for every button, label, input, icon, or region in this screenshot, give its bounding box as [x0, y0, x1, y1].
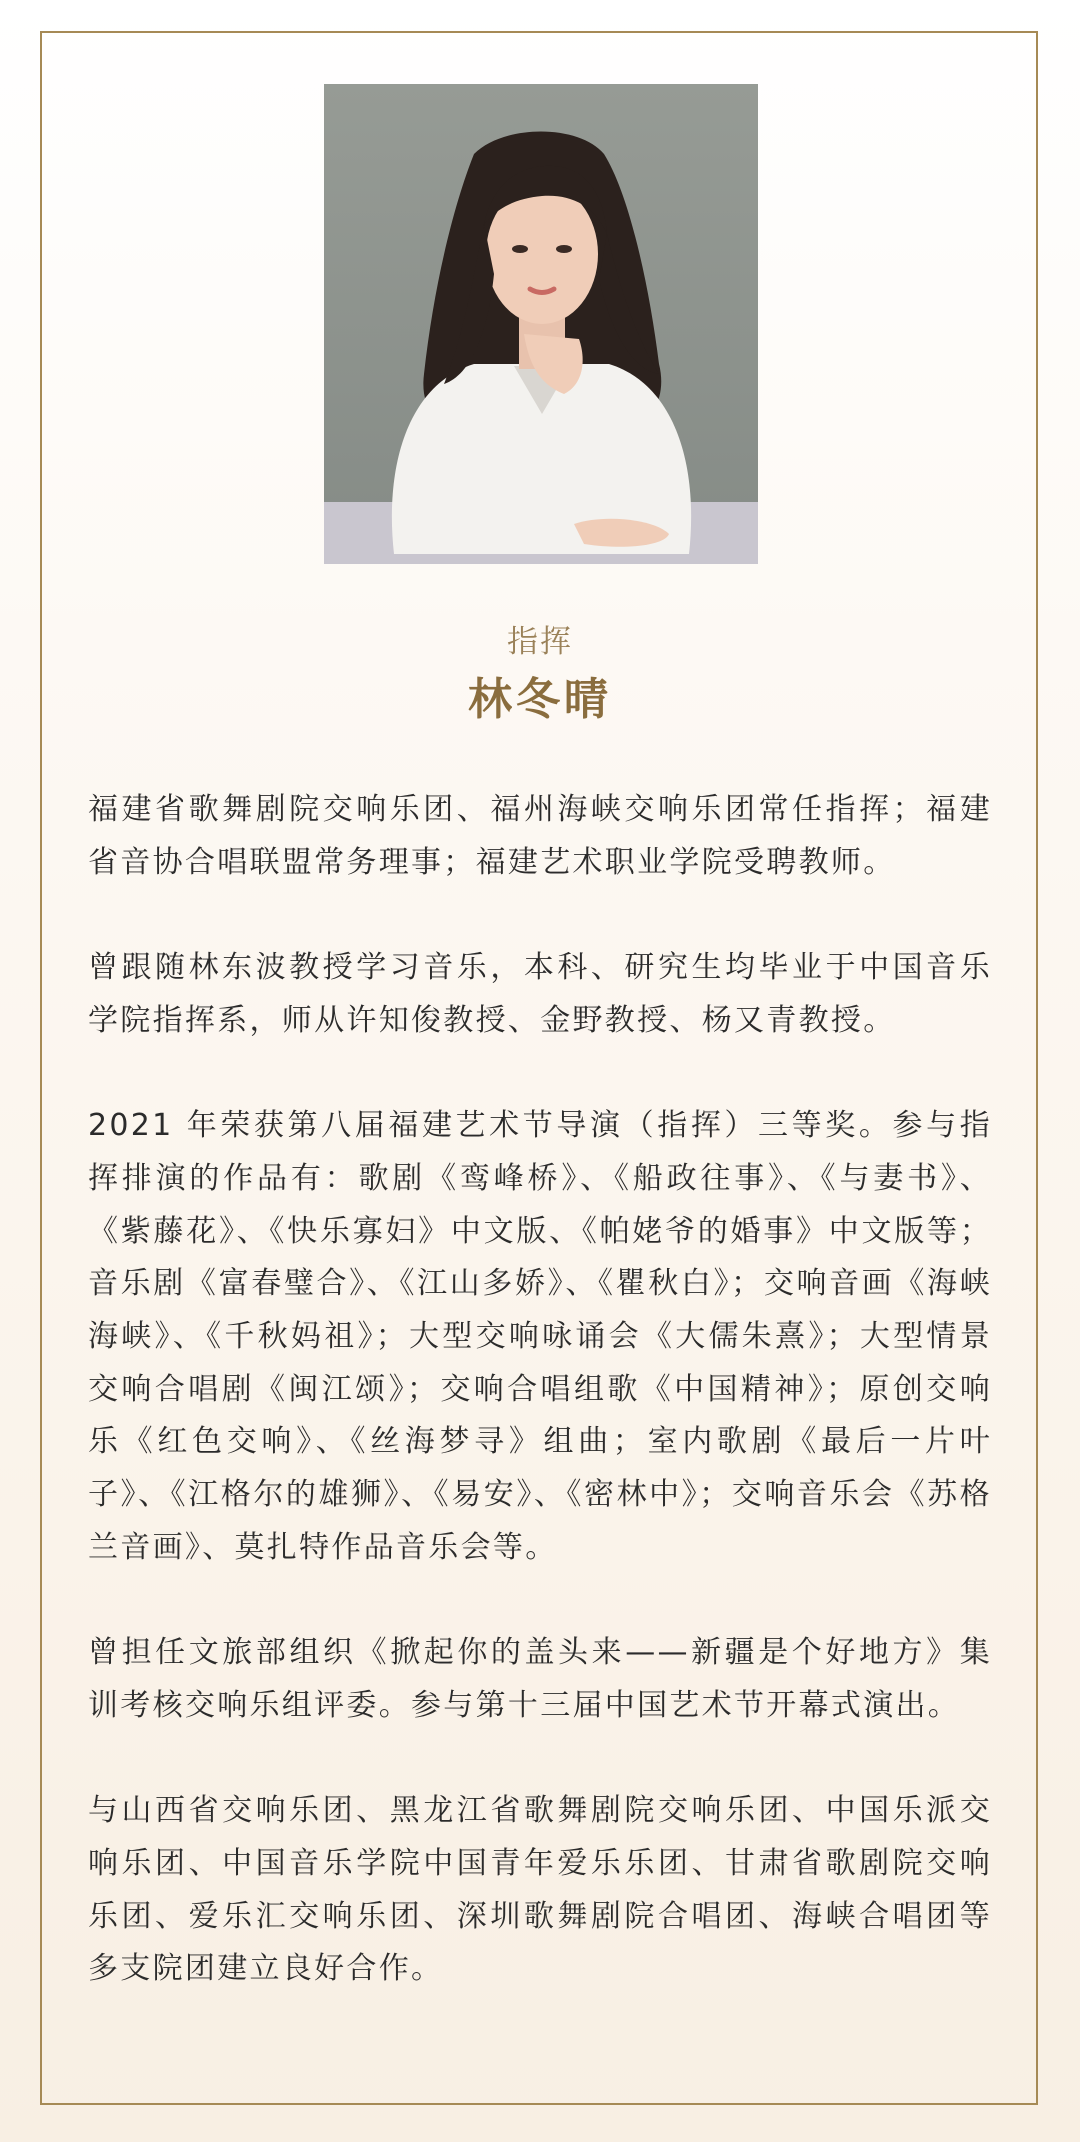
role-label: 指挥 — [507, 624, 573, 660]
portrait-photo — [324, 84, 758, 564]
bio-paragraph: 与山西省交响乐团、黑龙江省歌舞剧院交响乐团、中国乐派交响乐团、中国音乐学院中国青年爱乐乐团、甘肃省歌剧院交响乐团、爱乐汇交响乐团、深圳歌舞剧院合唱团、海峡合唱团等多支院团建立良好合作。 — [88, 1793, 992, 1987]
bio-paragraph: 曾跟随林东波教授学习音乐，本科、研究生均毕业于中国音乐学院指挥系，师从许知俊教授、金野教授、杨又青教授。 — [88, 950, 992, 1038]
bio-paragraph: 福建省歌舞剧院交响乐团、福州海峡交响乐团常任指挥；福建省音协合唱联盟常务理事；福建艺术职业学院受聘教师。 — [88, 792, 992, 880]
bio-paragraph: 曾担任文旅部组织《掀起你的盖头来——新疆是个好地方》集训考核交响乐组评委。参与第十三届中国艺术节开幕式演出。 — [88, 1635, 992, 1723]
portrait-illustration — [324, 84, 758, 564]
bio-paragraph: 2021 年荣获第八届福建艺术节导演（指挥）三等奖。参与指挥排演的作品有：歌剧《鸾峰桥》、《船政往事》、《与妻书》、《紫藤花》、《快乐寡妇》中文版、《帕姥爷的婚事》中文版等；音乐剧《富春璧合》、《江山多娇》、《瞿秋白》；交响音画《海峡 海峡》、《千秋妈祖》；大型交响咏诵会《大儒朱熹》；大型情景交响合唱剧《闽江颂》；交响合唱组歌《中国精神》；原创交响乐《红色交响》、《丝海梦寻》组曲；室内歌剧《最后一片叶子》、《江格尔的雄狮》、《易安》、《密林中》；交响音乐会《苏格兰音画》、莫扎特作品音乐会等。 — [88, 1108, 992, 1565]
person-name: 林冬晴 — [468, 674, 612, 725]
bio-section — [88, 784, 992, 2049]
